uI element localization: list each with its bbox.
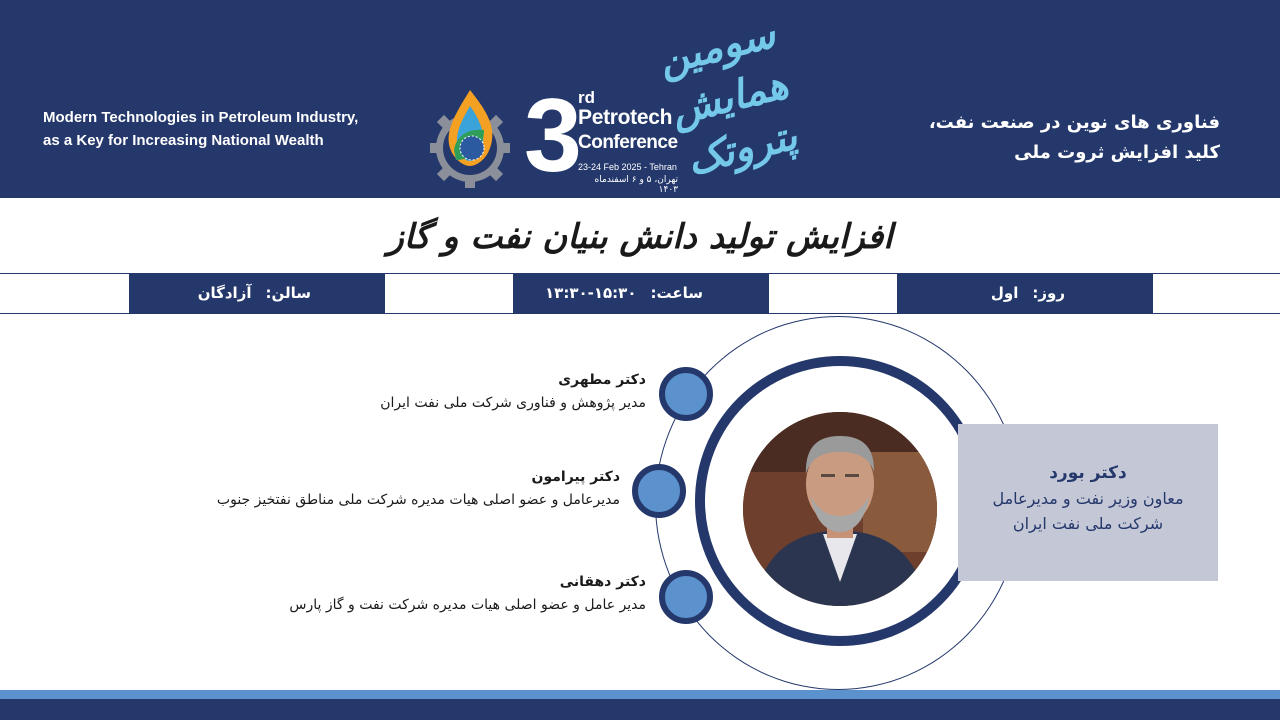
speaker-item xyxy=(226,368,646,414)
persian-tagline-line2: کلید افزایش ثروت ملی xyxy=(1014,142,1220,163)
hall-label: سالن: xyxy=(265,284,311,302)
day-value: اول xyxy=(990,284,1019,302)
speaker-name: دکتر پیرامون xyxy=(531,469,620,485)
english-tagline-line2: as a Key for Increasing National Wealth xyxy=(43,132,324,149)
main-speaker-name: دکتر بورد xyxy=(1049,463,1127,483)
footer-accent-bar xyxy=(0,690,1280,699)
footer-bar xyxy=(0,699,1280,720)
english-tagline-line1: Modern Technologies in Petroleum Industry, xyxy=(43,109,359,126)
speaker-marker-2 xyxy=(632,464,686,518)
speaker-item xyxy=(60,465,620,511)
speaker-role: مدیرعامل و عضو اصلی هیات مدیره شرکت ملی مناطق نفتخیز جنوب xyxy=(216,492,620,508)
speaker-name: دکتر مطهری xyxy=(558,372,646,388)
slogan-title: افزایش تولید دانش بنیان نفت و گاز xyxy=(387,217,893,257)
main-speaker-role-line1: معاون وزیر نفت و مدیرعامل xyxy=(992,489,1184,508)
speaker-item xyxy=(186,570,646,616)
hall-value: آزادگان xyxy=(197,284,252,302)
main-speaker-photo xyxy=(743,412,937,606)
logo-conference-text: Conference xyxy=(578,132,678,153)
hall-info-box xyxy=(129,274,385,313)
logo-petrotech-text: Petrotech xyxy=(578,106,673,129)
logo-ordinal-suffix: rd xyxy=(578,88,595,107)
logo-persian-calligraphy: سومین همایش پتروتک xyxy=(653,10,802,185)
logo-date-english: 23-24 Feb 2025 - Tehran xyxy=(578,162,677,172)
header-banner xyxy=(0,0,1280,198)
english-tagline xyxy=(43,106,403,152)
session-info-bar xyxy=(0,273,1280,314)
time-info-box xyxy=(513,274,769,313)
day-info-box xyxy=(897,274,1153,313)
time-label: ساعت: xyxy=(650,284,703,302)
main-speaker-card xyxy=(958,424,1218,581)
speaker-role: مدیر پژوهش و فناوری شرکت ملی نفت ایران xyxy=(380,395,646,411)
gear-flame-globe-icon xyxy=(424,86,516,190)
persian-tagline xyxy=(900,108,1220,168)
time-value: ۱۳:۳۰-۱۵:۳۰ xyxy=(545,284,637,302)
logo-number: 3 xyxy=(524,78,582,194)
speaker-marker-1 xyxy=(659,367,713,421)
main-speaker-role-line2: شرکت ملی نفت ایران xyxy=(1012,514,1164,533)
day-label: روز: xyxy=(1032,284,1065,302)
persian-tagline-line1: فناوری های نوین در صنعت نفت، xyxy=(928,112,1220,133)
speaker-role: مدیر عامل و عضو اصلی هیات مدیره شرکت نفت و گاز پارس xyxy=(289,597,646,613)
speaker-marker-3 xyxy=(659,570,713,624)
speaker-name: دکتر دهقانی xyxy=(559,574,646,590)
logo-date-persian: تهران، ۵ و ۶ اسفندماه ۱۴۰۳ xyxy=(594,175,678,195)
